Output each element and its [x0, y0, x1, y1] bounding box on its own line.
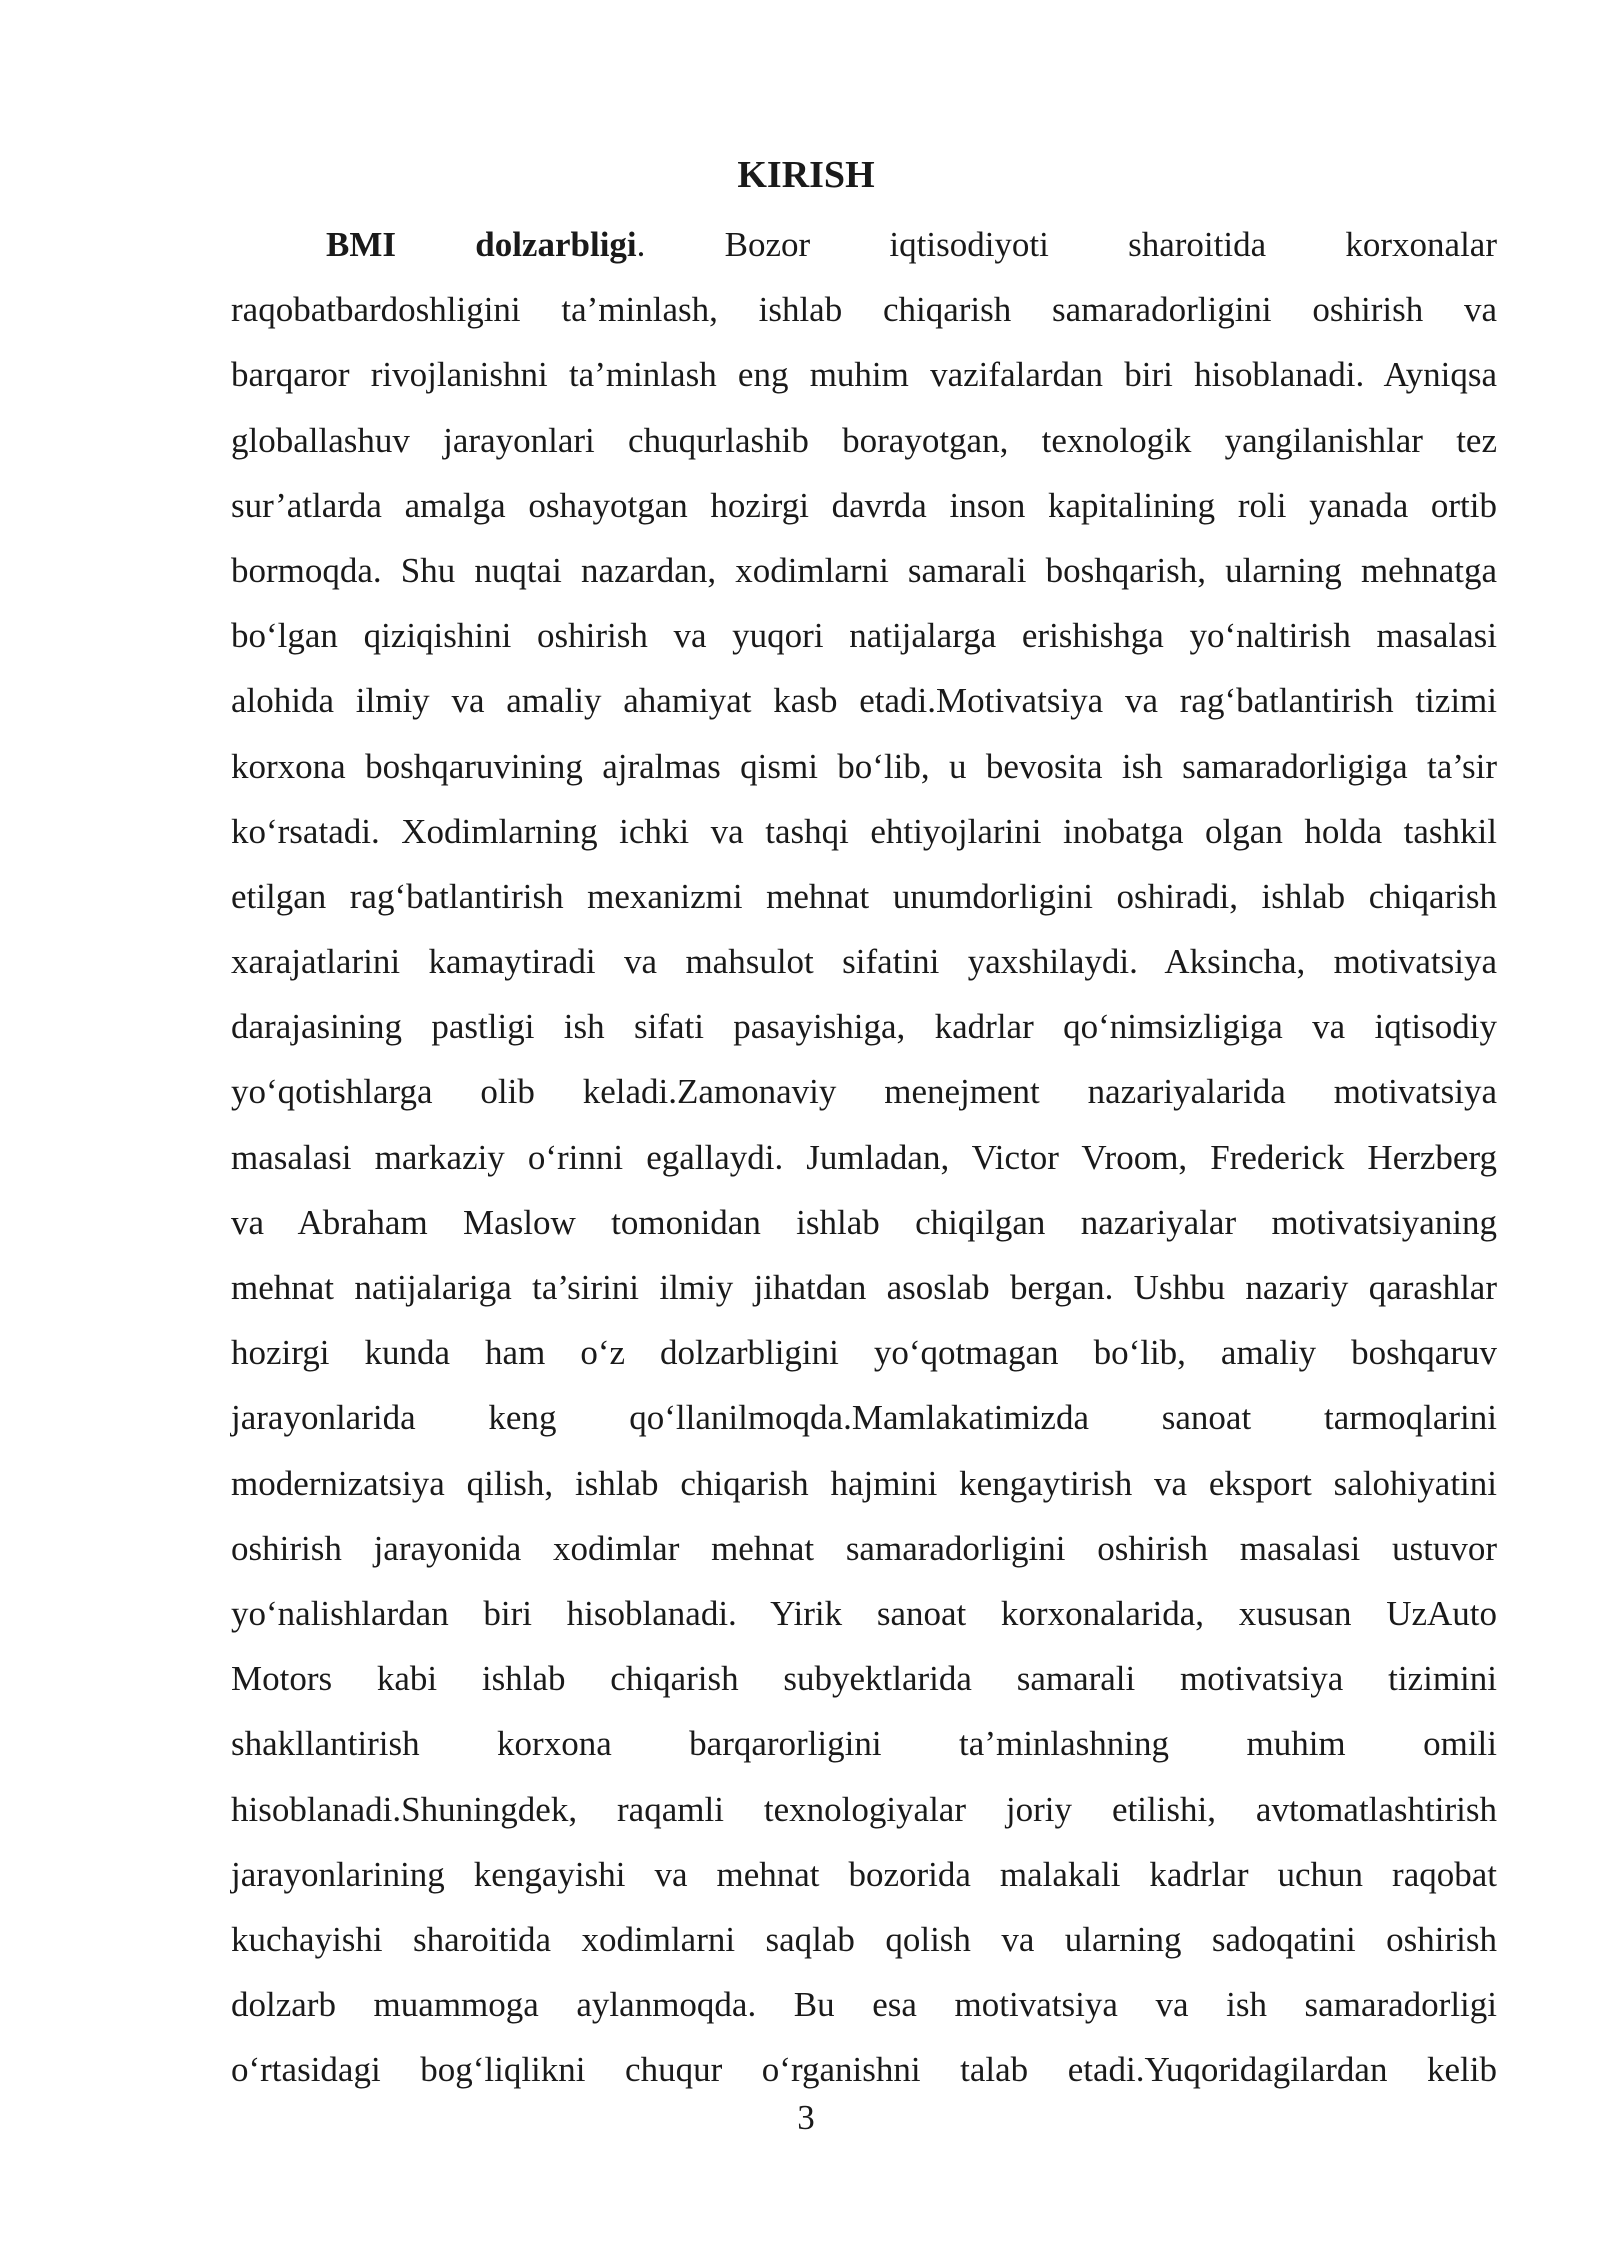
paragraph-line: mehnat natijalariga ta’sirini ilmiy jihatdan asoslab bergan. Ushbu nazariy qarashlar [231, 1268, 1497, 1307]
paragraph-line: globallashuv jarayonlari chuqurlashib borayotgan, texnologik yangilanishlar tez [231, 420, 1497, 460]
paragraph-line: ko‘rsatadi. Xodimlarning ichki va tashqi ehtiyojlarini inobatga olgan holda tashkil [231, 811, 1497, 851]
paragraph-line: korxona boshqaruvining ajralmas qismi bo‘lib, u bevosita ish samaradorligiga ta’sir [231, 746, 1497, 786]
paragraph-line: yo‘nalishlardan biri hisoblanadi. Yirik sanoat korxonalarida, xususan UzAuto [231, 1593, 1497, 1633]
page-heading: KIRISH [737, 154, 875, 196]
paragraph-line: hozirgi kunda ham o‘z dolzarbligini yo‘qotmagan bo‘lib, amaliy boshqaruv [231, 1333, 1497, 1373]
lead-bold-phrase: BMI dolzarbligi [326, 225, 637, 264]
paragraph-line: alohida ilmiy va amaliy ahamiyat kasb etadi.Motivatsiya va rag‘batlantirish tizimi [231, 681, 1497, 721]
paragraph-line: oshirish jarayonida xodimlar mehnat samaradorligini oshirish masalasi ustuvor [231, 1528, 1497, 1568]
paragraph-line: darajasining pastligi ish sifati pasayishiga, kadrlar qo‘nimsizligiga va iqtisodiy [231, 1007, 1497, 1047]
paragraph-line: masalasi markaziy o‘rinni egallaydi. Jumladan, Victor Vroom, Frederick Herzberg [231, 1137, 1497, 1177]
paragraph-line: yo‘qotishlarga olib keladi.Zamonaviy menejment nazariyalarida motivatsiya [231, 1072, 1497, 1112]
paragraph-line: barqaror rivojlanishni ta’minlash eng muhim vazifalardan biri hisoblanadi. Ayniqsa [231, 355, 1497, 395]
paragraph-line: etilgan rag‘batlantirish mexanizmi mehnat unumdorligini oshiradi, ishlab chiqarish [231, 876, 1497, 916]
paragraph-line: modernizatsiya qilish, ishlab chiqarish hajmini kengaytirish va eksport salohiyatini [231, 1463, 1497, 1503]
paragraph-line: o‘rtasidagi bog‘liqlikni chuqur o‘rganishni talab etadi.Yuqoridagilardan kelib [231, 2050, 1497, 2090]
paragraph-line: xarajatlarini kamaytiradi va mahsulot sifatini yaxshilaydi. Aksincha, motivatsiya [231, 942, 1497, 982]
paragraph-line: va Abraham Maslow tomonidan ishlab chiqilgan nazariyalar motivatsiyaning [231, 1202, 1497, 1242]
paragraph-line: jarayonlarining kengayishi va mehnat bozorida malakali kadrlar uchun raqobat [231, 1854, 1497, 1894]
paragraph-line: dolzarb muammoga aylanmoqda. Bu esa motivatsiya va ish samaradorligi [231, 1985, 1497, 2025]
paragraph-line: kuchayishi sharoitida xodimlarni saqlab qolish va ularning sadoqatini oshirish [231, 1919, 1497, 1959]
paragraph-line: jarayonlarida keng qo‘llanilmoqda.Mamlakatimizda sanoat tarmoqlarini [231, 1398, 1497, 1438]
paragraph-line: hisoblanadi.Shuningdek, raqamli texnologiyalar joriy etilishi, avtomatlashtirish [231, 1789, 1497, 1829]
paragraph-line: raqobatbardoshligini ta’minlash, ishlab chiqarish samaradorligini oshirish va [231, 290, 1497, 330]
paragraph-line: bormoqda. Shu nuqtai nazardan, xodimlarni samarali boshqarish, ularning mehnatga [231, 550, 1497, 590]
paragraph-line: sur’atlarda amalga oshayotgan hozirgi davrda inson kapitalining roli yanada ortib [231, 485, 1497, 525]
paragraph-line: bo‘lgan qiziqishini oshirish va yuqori natijalarga erishishga yo‘naltirish masalasi [231, 616, 1497, 656]
paragraph-line [231, 212, 1497, 277]
paragraph-line: shakllantirish korxona barqarorligini ta’minlashning muhim omili [231, 1724, 1497, 1764]
page-number: 3 [797, 2098, 815, 2137]
paragraph-line: Motors kabi ishlab chiqarish subyektlarida samarali motivatsiya tizimini [231, 1659, 1497, 1699]
paragraph-line-text: . Bozor iqtisodiyoti sharoitida korxonalar [636, 225, 1497, 264]
body-paragraph [231, 212, 1497, 2102]
